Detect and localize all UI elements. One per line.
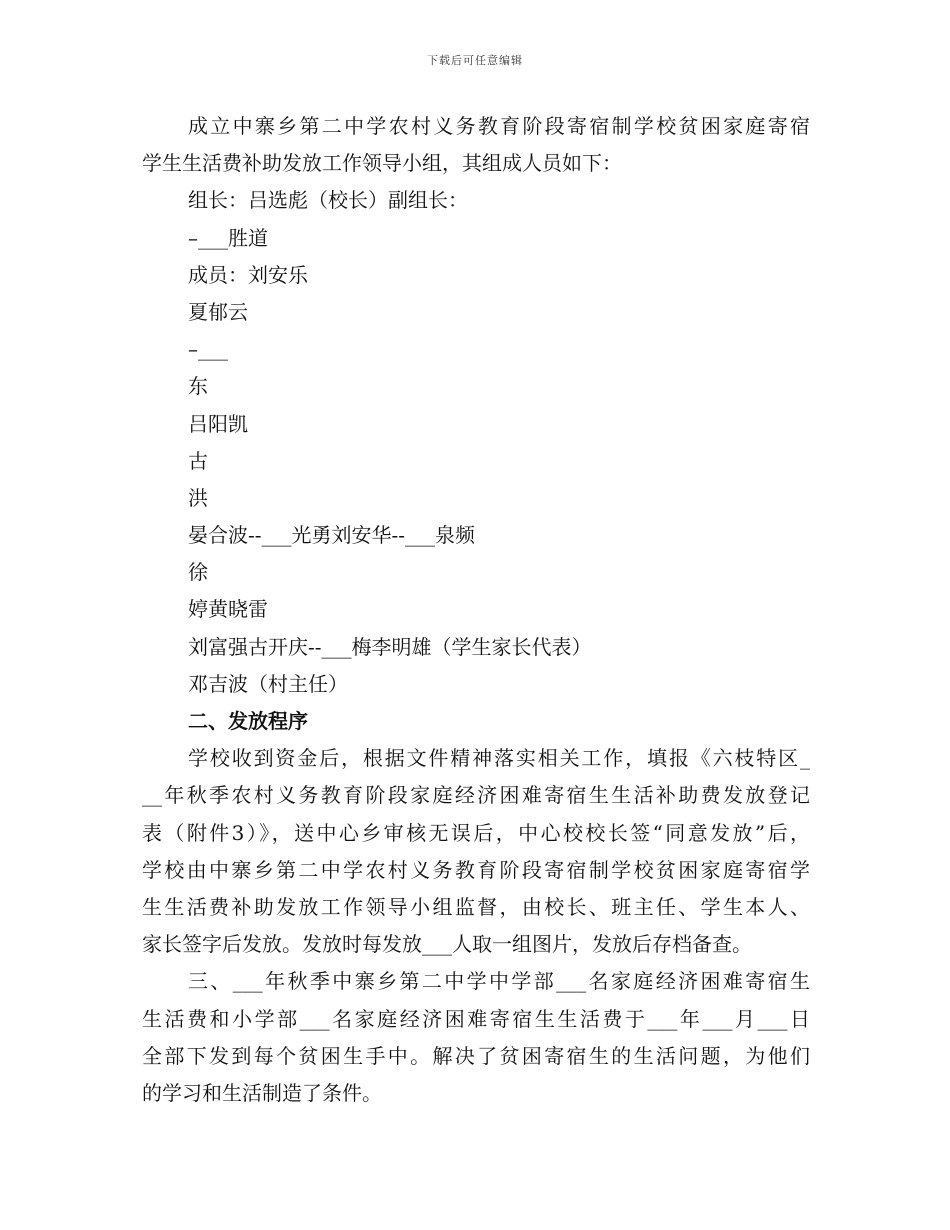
member-line: 组长：吕选彪（校长）副组长：: [188, 188, 468, 213]
paragraph-line: 生生活费补助发放工作领导小组监督，由校长、班主任、学生本人、: [142, 894, 810, 919]
member-line: 刘富强古开庆--___梅李明雄（学生家长代表）: [188, 634, 592, 659]
paragraph-line: 家长签字后发放。发放时每发放___人取一组图片，发放后存档备查。: [142, 932, 752, 957]
member-line: 晏合波--___光勇刘安华--___泉频: [188, 523, 476, 548]
paragraph-line: 三、___年秋季中寨乡第二中学中学部___名家庭经济困难寄宿生: [188, 969, 810, 994]
paragraph-line: 的学习和生活制造了条件。: [142, 1080, 382, 1105]
paragraph-line: 生活费和小学部___名家庭经济困难寄宿生生活费于___年___月___日: [142, 1006, 810, 1031]
member-line: –___: [188, 337, 228, 362]
member-line: 古: [188, 448, 208, 473]
paragraph-line: 全部下发到每个贫困生手中。解决了贫困寄宿生的生活问题，为他们: [142, 1043, 810, 1068]
paragraph-line: 学生生活费补助发放工作领导小组，其组成人员如下：: [142, 151, 622, 176]
paragraph-line: 学校由中寨乡第二中学农村义务教育阶段寄宿制学校贫困家庭寄宿学: [142, 857, 810, 882]
paragraph-line: 表（附件3）》，送中心乡审核无误后，中心校校长签“同意发放”后，: [142, 820, 810, 845]
member-line: –___胜道: [188, 225, 268, 250]
page-header-note: 下载后可任意编辑: [427, 54, 523, 67]
paragraph-line: 成立中寨乡第二中学农村义务教育阶段寄宿制学校贫困家庭寄宿: [188, 114, 810, 138]
member-line: 婷黄晓雷: [188, 597, 268, 622]
member-line: 吕阳凯: [188, 411, 248, 436]
paragraph-line: 学校收到资金后，根据文件精神落实相关工作，填报《六枝特区_: [188, 746, 810, 771]
member-line: 邓吉波（村主任）: [188, 671, 348, 696]
member-line: 洪: [188, 485, 208, 510]
paragraph-line: __年秋季农村义务教育阶段家庭经济困难寄宿生生活补助费发放登记: [142, 783, 810, 808]
member-line: 东: [188, 374, 208, 399]
member-line: 夏郁云: [188, 299, 248, 324]
member-line: 徐: [188, 560, 208, 585]
section-heading: 二、发放程序: [188, 709, 308, 733]
document-body: [142, 108, 810, 1112]
member-line: 成员：刘安乐: [188, 262, 308, 287]
